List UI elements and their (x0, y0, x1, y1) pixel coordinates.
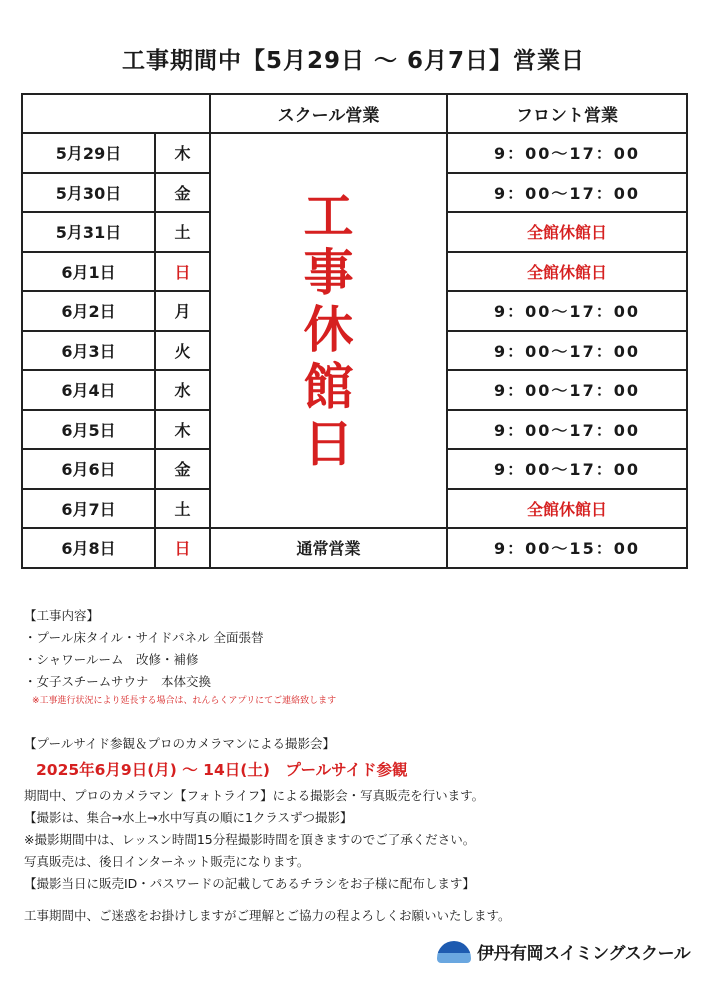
front-hours-cell: 9：00～15：00 (447, 528, 687, 568)
page-title: 工事期間中【5月29日 ～ 6月7日】営業日 (121, 48, 586, 74)
front-hours-cell: 9：00～17：00 (447, 410, 687, 450)
weekday-cell: 木 (155, 133, 210, 173)
school-normal-cell: 通常営業 (210, 528, 447, 568)
closing-message: 工事期間中、ご迷惑をお掛けしますがご理解とご協力の程よろしくお願いいたします。 (24, 908, 511, 923)
event-line: 期間中、プロのカメラマン【フォトライフ】による撮影会・写真販売を行います。 (24, 788, 485, 803)
closed-char: 休 (303, 301, 354, 359)
weekday-cell: 月 (155, 291, 210, 331)
event-dates: 2025年6月9日(月) ～ 14日(土) プールサイド参観 (36, 761, 408, 779)
event-line: 【撮影は、集合→水上→水中写真の順に1クラスずつ撮影】 (24, 810, 353, 825)
date-cell: 6月7日 (22, 489, 155, 529)
table-row (22, 133, 687, 173)
date-cell: 6月3日 (22, 331, 155, 371)
front-hours-cell: 全館休館日 (447, 212, 687, 252)
weekday-cell: 日 (155, 252, 210, 292)
date-cell: 6月8日 (22, 528, 155, 568)
construction-item: ・プール床タイル・サイドパネル 全面張替 (24, 630, 264, 645)
weekday-cell: 金 (155, 449, 210, 489)
date-cell: 5月29日 (22, 133, 155, 173)
construction-section (24, 605, 336, 709)
logo-text: 伊丹有岡スイミングスクール (477, 944, 691, 964)
event-heading: 【プールサイド参観＆プロのカメラマンによる撮影会】 (24, 736, 336, 751)
weekday-cell: 水 (155, 370, 210, 410)
event-line: 写真販売は、後日インターネット販売になります。 (24, 854, 310, 869)
weekday-cell: 火 (155, 331, 210, 371)
closed-char: 事 (303, 244, 354, 302)
weekday-cell: 土 (155, 212, 210, 252)
date-cell: 5月31日 (22, 212, 155, 252)
front-hours-cell: 全館休館日 (447, 489, 687, 529)
school-closed-cell (210, 133, 447, 528)
date-cell: 6月5日 (22, 410, 155, 450)
date-cell: 6月1日 (22, 252, 155, 292)
weekday-cell: 金 (155, 173, 210, 213)
date-cell: 6月2日 (22, 291, 155, 331)
weekday-cell: 日 (155, 528, 210, 568)
corner-cell (22, 94, 210, 133)
construction-item: ・女子スチームサウナ 本体交換 (24, 674, 212, 689)
construction-heading: 【工事内容】 (24, 608, 100, 623)
construction-item: ・シャワールーム 改修・補修 (24, 652, 199, 667)
school-closed-text (211, 188, 446, 473)
schedule-table (21, 93, 688, 569)
front-hours-cell: 9：00～17：00 (447, 173, 687, 213)
front-hours-cell: 9：00～17：00 (447, 370, 687, 410)
event-line: ※撮影期間中は、レッスン時間15分程撮影時間を頂きますのでご了承ください。 (24, 832, 476, 847)
front-hours-cell: 9：00～17：00 (447, 133, 687, 173)
front-hours-cell: 9：00～17：00 (447, 331, 687, 371)
date-cell: 6月6日 (22, 449, 155, 489)
logo-mark-icon (437, 941, 471, 963)
school-logo (437, 939, 690, 964)
front-hours-cell: 9：00～17：00 (447, 291, 687, 331)
event-section (24, 733, 484, 895)
closed-char: 日 (303, 415, 354, 473)
weekday-cell: 木 (155, 410, 210, 450)
table-header-row (22, 94, 687, 133)
construction-note: ※工事進行状況により延長する場合は、れんらくアプリにてご連絡致します (32, 696, 337, 706)
date-cell: 5月30日 (22, 173, 155, 213)
header-front: フロント営業 (447, 94, 687, 133)
front-hours-cell: 全館休館日 (447, 252, 687, 292)
header-school: スクール営業 (210, 94, 447, 133)
table-row (22, 528, 687, 568)
event-line: 【撮影当日に販売ID・パスワードの記載してあるチラシをお子様に配布します】 (24, 876, 475, 891)
closed-char: 工 (303, 187, 354, 245)
closed-char: 館 (303, 358, 354, 416)
front-hours-cell: 9：00～17：00 (447, 449, 687, 489)
weekday-cell: 土 (155, 489, 210, 529)
date-cell: 6月4日 (22, 370, 155, 410)
